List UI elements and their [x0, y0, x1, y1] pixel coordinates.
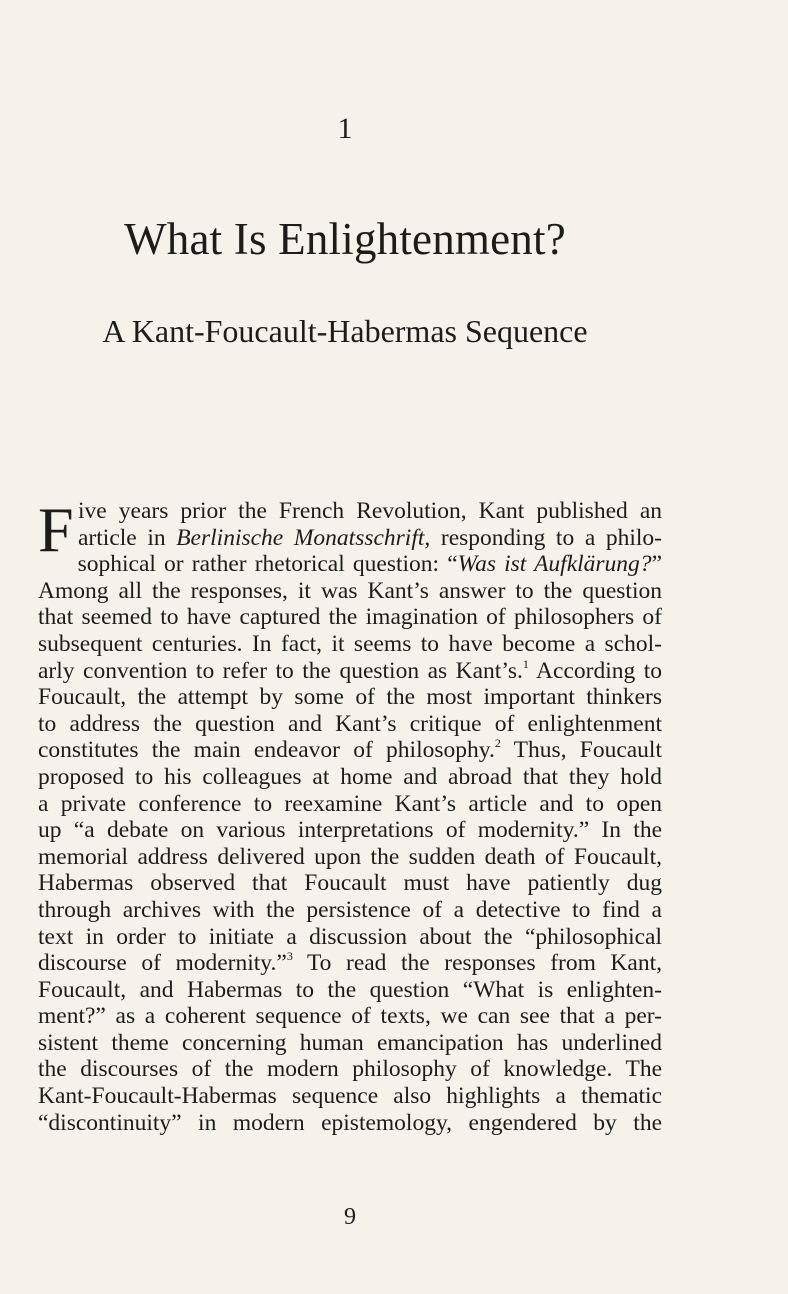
chapter-title: What Is Enlightenment?: [124, 214, 566, 264]
text-segment: ”: [651, 551, 662, 578]
text-line: [38, 631, 662, 658]
text-segment: a private conference to reexamine Kant’s article and to open: [38, 790, 662, 817]
footnote-marker: 3: [286, 949, 293, 964]
text-segment: , responding to a philo-: [424, 524, 662, 551]
text-segment: Kant-Foucault-Habermas sequence also highlights a thematic: [38, 1083, 662, 1110]
text-segment: the discourses of the modern philosophy of knowledge. The: [38, 1056, 662, 1083]
text-segment: subsequent centuries. In fact, it seems to have become a schol-: [38, 630, 662, 657]
text-line: [38, 1030, 662, 1057]
text-line: [38, 1110, 662, 1137]
drop-cap: F: [38, 494, 74, 565]
text-segment: sophical or rather rhetorical question: “: [77, 551, 458, 578]
chapter-number: 1: [337, 112, 353, 145]
text-line: [38, 658, 662, 685]
text-segment: up “a debate on various interpretations of modernity.” In the: [38, 817, 662, 844]
text-line: [38, 551, 662, 578]
text-segment: Foucault, and Habermas to the question “What is enlighten-: [38, 976, 662, 1003]
text-line: [38, 791, 662, 818]
text-line: [38, 1083, 662, 1110]
text-segment: through archives with the persistence of a detective to find a: [38, 896, 662, 923]
text-line: [38, 498, 662, 525]
text-segment: “discontinuity” in modern epistemology, engendered by the: [38, 1109, 662, 1136]
text-line: [38, 977, 662, 1004]
text-line: [38, 950, 662, 977]
text-line: [38, 870, 662, 897]
footnote-marker: 1: [522, 656, 529, 671]
text-segment: constitutes the main endeavor of philosophy.: [38, 737, 495, 764]
text-segment: To read the responses from Kant,: [292, 950, 662, 977]
text-segment: that seemed to have captured the imagination of philosophers of: [38, 604, 662, 631]
text-segment: discourse of modernity.”: [38, 950, 287, 977]
text-line: [38, 924, 662, 951]
text-segment: to address the question and Kant’s critique of enlightenment: [38, 710, 662, 737]
page-number: 9: [344, 1204, 356, 1230]
footnote-marker: 2: [494, 736, 501, 751]
text-segment: ment?” as a coherent sequence of texts, we can see that a per-: [38, 1003, 662, 1030]
text-line: [38, 525, 662, 552]
text-line: [38, 1056, 662, 1083]
chapter-subtitle: A Kant-Foucault-Habermas Sequence: [102, 313, 588, 349]
text-line: [38, 817, 662, 844]
text-segment: Thus, Foucault: [500, 737, 662, 764]
text-line: [38, 764, 662, 791]
text-line: [38, 737, 662, 764]
body-text: [38, 494, 663, 1136]
text-line: [38, 844, 662, 871]
italic-text: Was ist Aufklärung?: [457, 551, 652, 578]
text-segment: memorial address delivered upon the sudden death of Foucault,: [38, 843, 662, 870]
text-segment: proposed to his colleagues at home and abroad that they hold: [38, 763, 662, 790]
text-segment: Foucault, the attempt by some of the most important thinkers: [38, 684, 662, 711]
text-line: [38, 578, 662, 605]
text-segment: Among all the responses, it was Kant’s answer to the question: [38, 577, 662, 604]
text-segment: article in: [78, 524, 177, 551]
italic-text: Berlinische Monatsschrift: [176, 524, 425, 551]
text-line: [38, 711, 662, 738]
text-segment: ive years prior the French Revolution, Kant published an: [78, 498, 662, 524]
text-line: [38, 684, 662, 711]
text-segment: sistent theme concerning human emancipation has underlined: [38, 1029, 662, 1056]
text-line: [38, 897, 662, 924]
text-line: [38, 1003, 662, 1030]
text-segment: text in order to initiate a discussion about the “philosophical: [38, 923, 662, 950]
text-segment: arly convention to refer to the question as Kant’s.: [38, 657, 523, 684]
text-segment: According to: [528, 657, 663, 684]
body-lines: [38, 494, 663, 1136]
text-segment: Habermas observed that Foucault must have patiently dug: [38, 870, 662, 897]
text-line: [38, 604, 662, 631]
